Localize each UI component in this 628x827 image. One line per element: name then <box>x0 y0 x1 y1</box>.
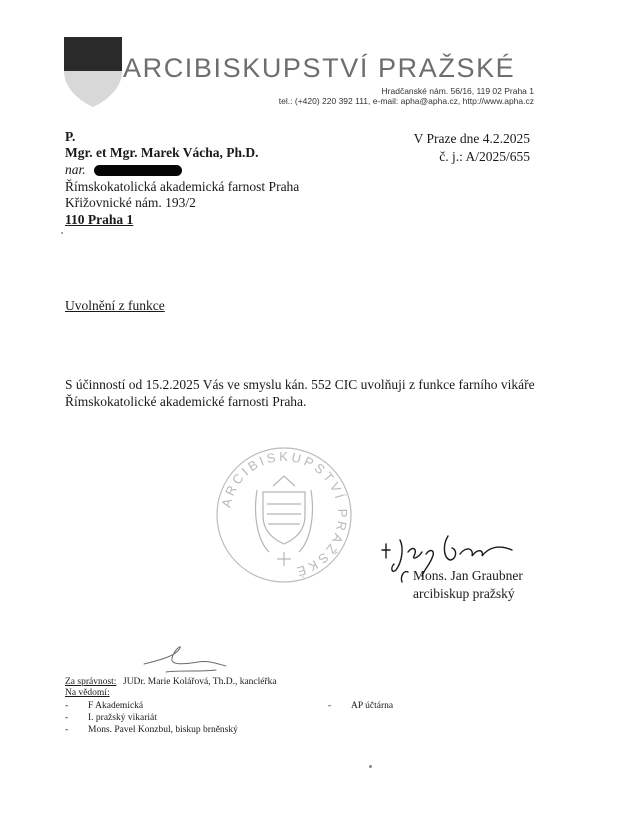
correctness-label: Za správnost: <box>65 677 117 687</box>
organization-contact: tel.: (+420) 220 392 111, e-mail: apha@apha.cz, http://www.apha.cz <box>278 96 534 106</box>
redaction-bar <box>94 165 182 176</box>
recipient-street: Křižovnické nám. 193/2 <box>65 195 196 210</box>
recipient-salutation: P. <box>65 129 76 144</box>
list-bullet-dash: - <box>328 701 332 711</box>
chancellor-signature <box>140 642 230 678</box>
organization-name: ARCIBISKUPSTVÍ PRAŽSKÉ <box>123 53 516 83</box>
recipient-name: Mgr. et Mgr. Marek Vácha, Ph.D. <box>65 145 259 160</box>
list-bullet-dash: - <box>65 713 69 723</box>
letter-subject: Uvolnění z funkce <box>65 298 165 313</box>
scan-speck <box>369 765 372 768</box>
place-and-date: V Praze dne 4.2.2025 <box>413 131 530 146</box>
svg-text:ARCIBISKUPSTVÍ PRAŽSKÉ: ARCIBISKUPSTVÍ PRAŽSKÉ <box>218 448 351 581</box>
archdiocese-shield-logo <box>64 37 122 107</box>
recipient-born-label: nar. <box>65 162 86 177</box>
recipient-city: 110 Praha 1 <box>65 212 134 227</box>
official-seal-stamp <box>213 444 355 586</box>
cc-list-item: AP účtárna <box>351 701 394 711</box>
signer-title: arcibiskup pražský <box>413 586 515 601</box>
list-bullet-dash: - <box>65 725 69 735</box>
correctness-value: JUDr. Marie Kolářová, Th.D., kancléřka <box>123 677 277 687</box>
body-text-line: Římskokatolické akademické farnosti Praha. <box>65 394 307 409</box>
reference-number: č. j.: A/2025/655 <box>439 149 530 164</box>
cc-list-item: Mons. Pavel Konzbul, biskup brněnský <box>88 725 238 735</box>
body-text-line: S účinností od 15.2.2025 Vás ve smyslu kán. 552 CIC uvolňuji z funkce farního vikáře <box>65 377 535 392</box>
cc-list-item: F Akademická <box>88 701 144 711</box>
scan-speck <box>61 232 63 234</box>
cc-heading: Na vědomí: <box>65 688 110 698</box>
organization-address: Hradčanské nám. 56/16, 119 02 Praha 1 <box>381 86 534 96</box>
list-bullet-dash: - <box>65 701 69 711</box>
recipient-parish: Římskokatolická akademická farnost Praha <box>65 179 300 194</box>
cc-list-item: I. pražský vikariát <box>88 713 157 723</box>
signer-name: Mons. Jan Graubner <box>413 568 523 583</box>
